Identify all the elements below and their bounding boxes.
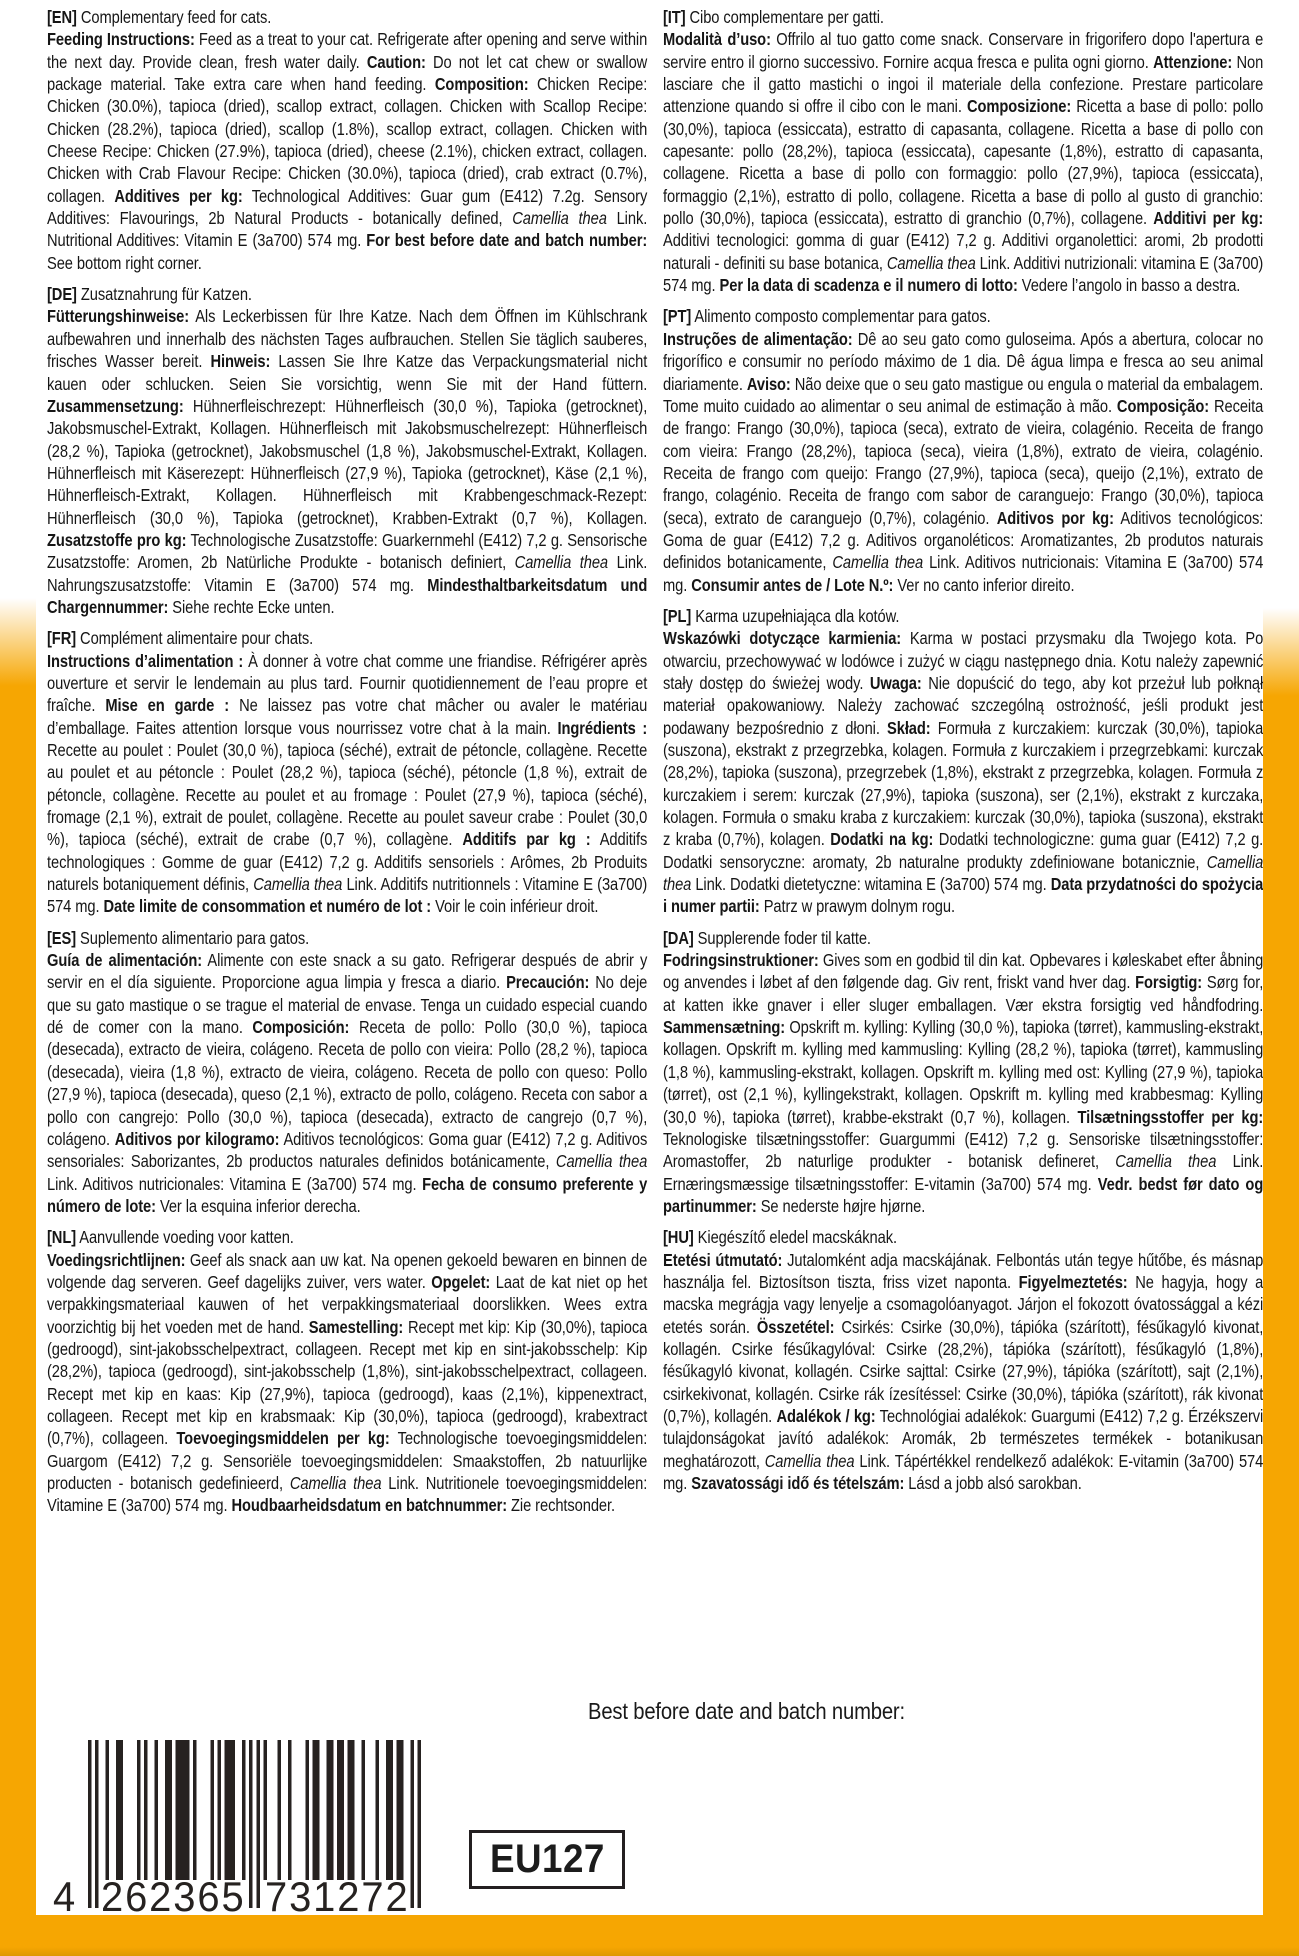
nl-intro: [NL] Aanvullende voeding voor katten. — [47, 1227, 294, 1248]
barcode-digits-right-group: 731272 — [265, 1873, 410, 1920]
hu-intro: [HU] Kiegészítő eledel macskáknak. — [663, 1227, 897, 1248]
fr-body: Instructions d’alimentation : À donner à votre chat comme une friandise. Réfrigérer après ouverture et servir le lendemain au plus tard. Fournir quotidiennement de l’eau propre et fraîche. Mise en garde : Ne laissez pas votre chat mâcher ou avaler le matériau d’emballage. Faites attention lorsque vous nourrissez votre chat à la main. Ingrédients : Recette au poulet : Poulet (30,0 %), tapioca (séché), extrait de pétoncle, collagène. Recette au poulet et au pétoncle : Poulet (28,2 %), tapioca (séché), pétoncle (1,8 %), extrait de pétoncle, collagène. Recette au poulet et au fromage : Poulet (27,9 %), tapioca (séché), fromage (2,1 %), extrait de poulet, collagène. Recette au poulet saveur crabe : Poulet (30,0 %), tapioca (séché), extrait de crabe (0,7 %), collagène. Additifs par kg : Additifs technologiques : Gomme de guar (E412) 7,2 g. Additifs sensoriels : Arômes, 2b Produits naturels botaniquement définis, Camellia thea Link. Additifs nutritionnels : Vitamine E (3a700) 574 mg. Date limite de consommation et numéro de lot : Voir le coin inférieur droit. — [47, 650, 648, 917]
best-before-note — [588, 1698, 948, 1725]
es-intro: [ES] Suplemento alimentario para gatos. — [47, 927, 310, 948]
lang-section-es — [47, 927, 647, 1217]
it-body: Modalità d’uso: Offrilo al tuo gatto come snack. Conservare in frigorifero dopo l'apertura e servire entro il giorno successivo. Fornire acqua fresca e pulita ogni giorno. Attenzione: Non lasciare che il gatto mastichi o ingoi il materiale della confezione. Prestare particolare attenzione quando si offre il cibo con le mani. Composizione: Ricetta a base di pollo: pollo (30,0%), tapioca (essiccata), estratto di capasanta, collagene. Ricetta a base di pollo con capesante: pollo (28,2%), tapioca (essiccata), capesante (1,8%), estratto di capasanta, collagene. Ricetta a base di pollo con formaggio: pollo (27,9%), tapioca (essiccata), formaggio (2,1%), estratto di pollo, collagene. Ricetta a base di pollo al gusto di granchio: pollo (30,0%), tapioca (essiccata), estratto di granchio (0,7%), collagene. Additivi per kg: Additivi tecnologici: gomma di guar (E412) 7,2 g. Additivi organolettici: aromi, 2b prodotti naturali - definiti su base botanica, Camellia thea Link. Additivi nutrizionali: vitamina E (3a700) 574 mg. Per la data di scadenza e il numero di lotto: Vedere l’angolo in basso a destra. — [663, 29, 1264, 296]
nl-body: Voedingsrichtlijnen: Geef als snack aan uw kat. Na openen gekoeld bewaren en binnen de volgende dag serveren. Geef dagelijks zuiver, vers water. Opgelet: Laat de kat niet op het verpakkingsmateriaal kauwen of het verpakkingsmateriaal doorslikken. Wees extra voorzichtig bij het voeden met de hand. Samestelling: Recept met kip: Kip (30,0%), tapioca (gedroogd), sint-jakobsschelpextract, collageen. Recept met kip en sint-jakobsschelp: Kip (28,2%), tapioca (gedroogd), sint-jakobsschelp (1,8%), sint-jakobsschelpextract, collageen. Recept met kip en kaas: Kip (27,9%), tapioca (gedroogd), kaas (2,1%), kippenextract, collageen. Recept met kip en krabsmaak: Kip (30,0%), tapioca (gedroogd), krabextract (0,7%), collageen. Toevoegingsmiddelen per kg: Technologische toevoegingsmiddelen: Guargom (E412) 7,2 g. Sensoriële toevoegingsmiddelen: Smaakstoffen, 2b natuurlijke producten - botanisch gedefinieerd, Camellia thea Link. Nutritionele toevoegingsmiddelen: Vitamine E (3a700) 574 mg. Houdbaarheidsdatum en batchnummer: Zie rechtsonder. — [47, 1249, 648, 1516]
pl-intro: [PL] Karma uzupełniająca dla kotów. — [663, 605, 900, 626]
lang-section-hu — [663, 1226, 1263, 1494]
text-column-left — [47, 6, 647, 1526]
barcode-digit-lead: 4 — [53, 1873, 76, 1920]
lang-section-it — [663, 6, 1263, 296]
best-before-note-text: Best before date and batch number: — [588, 1698, 905, 1724]
pl-body: Wskazówki dotyczące karmienia: Karma w postaci przysmaku dla Twojego kota. Po otwarciu, przechowywać w lodówce i zużyć w ciągu następnego dnia. Kotu należy zapewnić stały dostęp do świeżej wody. Uwaga: Nie dopuścić do tego, aby kot przeżuł lub połknął materiał opakowaniowy. Należy zachować szczególną ostrożność, jeśli produkt jest podawany bezpośrednio z dłoni. Skład: Formuła z kurczakiem: kurczak (30,0%), tapioka (suszona), ekstrakt z przegrzebka, kolagen. Formuła z kurczakiem i przegrzebkami: kurczak (28,2%), tapioka (suszona), przegrzebek (1,8%), ekstrakt z przegrzebka, kolagen. Formuła z kurczakiem i serem: kurczak (27,9%), tapioka (suszona), ser (2,1%), ekstrakt z kurczaka, kolagen. Formuła o smaku kraba z kurczakiem: kurczak (30,0%), tapioka (suszona), ekstrakt z kraba (0,7%), kolagen. Dodatki na kg: Dodatki technologiczne: guma guar (E412) 7,2 g. Dodatki sensoryczne: aromaty, 2b naturalne produkty zdefiniowane botanicznie, Camellia thea Link. Dodatki dietetyczne: witamina E (3a700) 574 mg. Data przydatności do spożycia i numer partii: Patrz w prawym dolnym rogu. — [663, 628, 1264, 917]
orange-border-right — [1263, 608, 1299, 1956]
fr-intro: [FR] Complément alimentaire pour chats. — [47, 628, 314, 649]
lang-section-da — [663, 927, 1263, 1217]
text-column-right — [663, 6, 1263, 1503]
de-body: Fütterungshinweise: Als Leckerbissen für Ihre Katze. Nach dem Öffnen im Kühlschrank aufbewahren und innerhalb des nächsten Tages aufbrauchen. Stellen Sie täglich sauberes, frisches Wasser bereit. Hinweis: Lassen Sie Ihre Katze das Verpackungsmaterial nicht kauen oder schlucken. Seien Sie vorsichtig, wenn Sie mit der Hand füttern. Zusammensetzung: Hühnerfleischrezept: Hühnerfleisch (30,0 %), Tapioka (getrocknet), Jakobsmuschel-Extrakt, Kollagen. Hühnerfleisch mit Jakobsmuschelrezept: Hühnerfleisch (28,2 %), Tapioka (getrocknet), Jakobsmuschel (1,8 %), Jakobsmuschel-Extrakt, Kollagen. Hühnerfleisch mit Käserezept: Hühnerfleisch (27,9 %), Tapioka (getrocknet), Käse (2,1 %), Hühnerfleisch-Extrakt, Kollagen. Hühnerfleisch mit Krabbengeschmack-Rezept: Hühnerfleisch (30,0 %), Tapioka (getrocknet), Krabben-Extrakt (0,7 %), Kollagen. Zusatzstoffe pro kg: Technologische Zusatzstoffe: Guarkernmehl (E412) 7,2 g. Sensorische Zusatzstoffe: Aromen, 2b Natürliche Produkte - botanisch definiert, Camellia thea Link. Nahrungszusatzstoffe: Vitamin E (3a700) 574 mg. Mindesthaltbarkeitsdatum und Chargennummer: Siehe rechte Ecke unten. — [47, 306, 648, 617]
en-body: Feeding Instructions: Feed as a treat to your cat. Refrigerate after opening and serve within the next day. Provide clean, fresh water daily. Caution: Do not let cat chew or swallow package material. Take extra care when hand feeding. Composition: Chicken Recipe: Chicken (30.0%), tapioca (dried), scallop extract, collagen. Chicken with Scallop Recipe: Chicken (28.2%), tapioca (dried), scallop (1.8%), scallop extract, collagen. Chicken with Cheese Recipe: Chicken (27.9%), tapioca (dried), cheese (2.1%), chicken extract, collagen. Chicken with Crab Flavour Recipe: Chicken (30.0%), tapioca (dried), crab extract (0.7%), collagen. Additives per kg: Technological Additives: Guar gum (E412) 7.2g. Sensory Additives: Flavourings, 2b Natural Products - botanically defined, Camellia thea Link. Nutritional Additives: Vitamin E (3a700) 574 mg. For best before date and batch number: See bottom right corner. — [47, 29, 648, 273]
da-body: Fodringsinstruktioner: Gives som en godbid til din kat. Opbevares i køleskabet efter åbning og anvendes i løbet af den følgende dag. Giv rent, friskt vand hver dag. Forsigtig: Sørg for, at katten ikke gnaver i eller sluger emballagen. Vær ekstra forsigtig ved håndfodring. Sammensætning: Opskrift m. kylling: Kylling (30,0 %), tapioka (tørret), kammusling-ekstrakt, kollagen. Opskrift m. kylling med kammusling: Kylling (28,2 %), tapioka (tørret), kammusling (1,8 %), kammusling-ekstrakt, kollagen. Opskrift m. kylling med ost: Kylling (27,9 %), tapioka (tørret), ost (2,1 %), kyllingekstrakt, kollagen. Opskrift m. kylling med krabbesmag: Kylling (30,0 %), tapioka (tørret), krabbe-ekstrakt (0,7 %), kollagen. Tilsætningsstoffer per kg: Teknologiske tilsætningsstoffer: Guargummi (E412) 7,2 g. Sensoriske tilsætningsstoffer: Aromastoffer, 2b naturlige produkter - botanisk defineret, Camellia thea Link. Ernæringsmæssige tilsætningsstoffer: E-vitamin (3a700) 574 mg. Vedr. bedst før dato og partinummer: Se nederste højre hjørne. — [663, 950, 1264, 1216]
lang-section-fr — [47, 627, 647, 917]
hu-body: Etetési útmutató: Jutalomként adja macskájának. Felbontás után tegye hűtőbe, és másnap használja fel. Biztosítson tiszta, friss vizet naponta. Figyelmeztetés: Ne hagyja, hogy a macska megrágja vagy lenyelje a csomagolóanyagot. Járjon el fokozott óvatossággal a kézi etetés során. Összetétel: Csirkés: Csirke (30,0%), tápióka (szárított), fésűkagyló kivonat, kollagén. Csirke fésűkagylóval: Csirke (28,2%), tápióka (szárított), fésűkagyló (1,8%), fésűkagyló kivonat, kollagén. Csirke sajttal: Csirke (27,9%), tápióka (szárított), sajt (2,1%), csirkekivonat, kollagén. Csirke rák ízesítéssel: Csirke (30,0%), tápióka (szárított), rák kivonat (0,7%), kollagén. Adalékok / kg: Technológiai adalékok: Guargumi (E412) 7,2 g. Érzékszervi tulajdonságokat javító adalékok: Aromák, 2b természetes termékek - botanikusan meghatározott, Camellia thea Link. Tápértékkel rendelkező adalékok: E-vitamin (3a700) 574 mg. Szavatossági idő és tételszám: Lásd a jobb alsó sarokban. — [663, 1249, 1264, 1493]
lang-section-pl — [663, 605, 1263, 918]
barcode-digits-left-group: 262365 — [101, 1873, 246, 1920]
it-intro: [IT] Cibo complementare per gatti. — [663, 7, 884, 27]
de-intro: [DE] Zusatznahrung für Katzen. — [47, 284, 252, 305]
pt-intro: [PT] Alimento composto complementar para gatos. — [663, 306, 991, 327]
lang-section-de — [47, 283, 647, 618]
en-intro: [EN] Complementary feed for cats. — [47, 7, 272, 27]
es-body: Guía de alimentación: Alimente con este snack a su gato. Refrigerar después de abrir y servir en el día siguiente. Proporcione agua limpia y fresca a diario. Precaución: No deje que su gato mastique o se trague el material de envase. Tenga un cuidado especial cuando dé de comer con la mano. Composición: Receta de pollo: Pollo (30,0 %), tapioca (desecada), extracto de vieira, colágeno. Receta de pollo con vieira: Pollo (28,2 %), tapioca (desecada), vieira (1,8 %), extracto de vieira, colágeno. Receta de pollo con queso: Pollo (27,9 %), tapioca (desecada), queso (2,1 %), extracto de pollo, colágeno. Receta con sabor a pollo con cangrejo: Pollo (30,0 %), tapioca (desecada), extracto de cangrejo (0,7 %), colágeno. Aditivos por kilogramo: Aditivos tecnológicos: Goma guar (E412) 7,2 g. Aditivos sensoriales: Saborizantes, 2b productos naturales definidos botánicamente, Camellia thea Link. Aditivos nutricionales: Vitamina E (3a700) 574 mg. Fecha de consumo preferente y número de lote: Ver la esquina inferior derecha. — [47, 950, 648, 1216]
da-intro: [DA] Supplerende foder til katte. — [663, 927, 871, 948]
orange-border-bottom — [0, 1915, 1299, 1956]
barcode-block — [55, 1740, 433, 1920]
plant-code-box — [469, 1830, 625, 1889]
pt-body: Instruções de alimentação: Dê ao seu gato como guloseima. Após a abertura, colocar no frigorífico e consumir no período máximo de 1 dia. Dê água limpa e fresca ao seu animal diariamente. Aviso: Não deixe que o seu gato mastigue ou engula o material da embalagem. Tome muito cuidado ao alimentar o seu animal de estimação à mão. Composição: Receita de frango: Frango (30,0%), tapioca (seca), extrato de vieira, colagénio. Receita de frango com vieira: Frango (28,2%), tapioca (seca), vieira (1,8%), extrato de vieira, colagénio. Receita de frango com queijo: Frango (27,9%), tapioca (seca), queijo (2,1%), extrato de frango, colagénio. Receita de frango com sabor de caranguejo: Frango (30,0%), tapioca (seca), extrato de caranguejo (0,7%), colagénio. Aditivos por kg: Aditivos tecnológicos: Goma de guar (E412) 7,2 g. Aditivos organoléticos: Aromatizantes, 2b produtos naturais definidos botanicamente, Camellia thea Link. Aditivos nutricionais: Vitamina E (3a700) 574 mg. Consumir antes de / Lote N.º: Ver no canto inferior direito. — [663, 328, 1264, 595]
orange-border-left — [0, 598, 36, 1956]
lang-section-nl — [47, 1226, 647, 1516]
lang-section-pt — [663, 305, 1263, 595]
plant-code-text: EU127 — [489, 1837, 605, 1881]
lang-section-en — [47, 6, 647, 274]
